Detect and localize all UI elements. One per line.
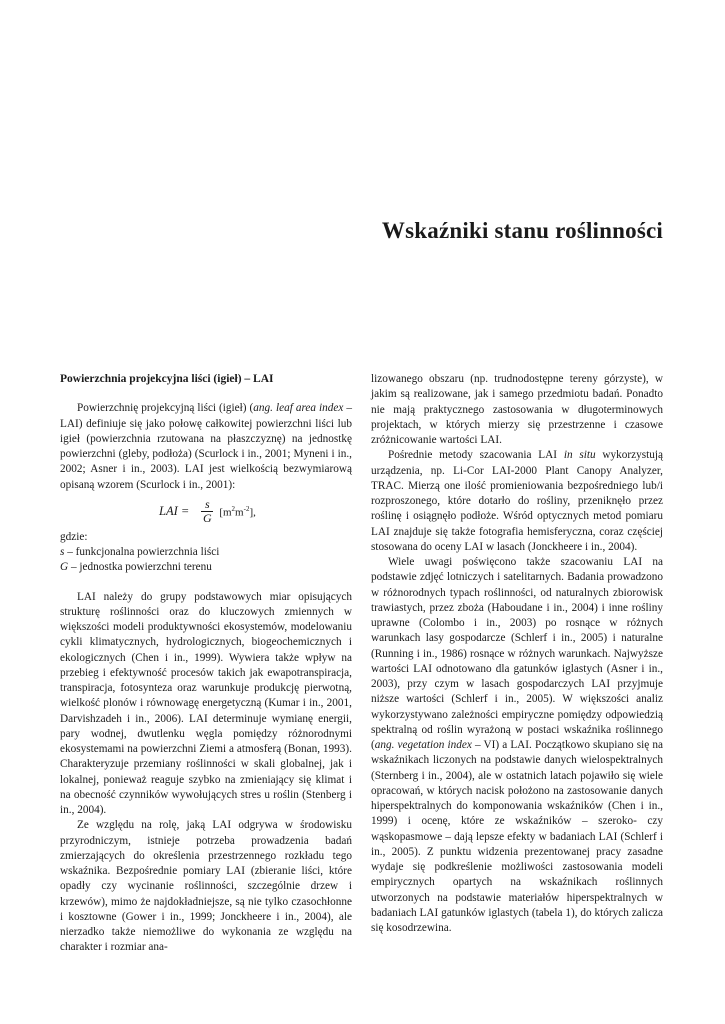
text-run: Powierzchnię projekcyjną liści (igieł) (: [77, 402, 254, 415]
lai-formula: [60, 496, 352, 530]
definition-text: – funkcjonalna powierzchnia liści: [64, 546, 220, 558]
unit-exponent: -2: [243, 504, 250, 513]
text-run: – VI) a LAI. Początkowo skupiano się na wskaźnikach liczonych na podstawie danych wielospektralnych (Sternberg i in., 2004), ale w ostatnich latach pojawiło się wiele opracowań, w których nacisk położono na zastosowanie danych hiperspektralnych do komponowania wskaźników (Chen i in., 1999) i ocenę, które ze wskaźników – szeroko- czy wąskopasmowe – dają lepsze efekty w badaniach LAI (Schlerf i in., 2005). Z punktu widzenia prezentowanej pracy zasadne wydaje się podkreślenie możliwości zastosowania modeli empirycznych opartych na wskaźnikach roślinnych utworzonych na podstawie materiałów hiperspektralnych w badaniach LAI gatunków iglastych (tabela 1), do których zalicza się kosodrzewina.: [371, 739, 663, 934]
paragraph-remote-sensing: [371, 555, 663, 936]
formula-numerator: s: [204, 496, 210, 511]
formula-definitions: [60, 530, 352, 576]
paragraph-lai-importance: LAI należy do grupy podstawowych miar opisujących strukturę roślinności oraz do kluczowych zmiennych w większości modeli produktywności ekosystemów, modelowaniu cykli klimatycznych, hydrologicznych, biogeochemicznych i ekologicznych (Chen i in., 1999). Wywiera także wpływ na przebieg i efektywność procesów takich jak ewapotranspiracja, transpiracja, fotosynteza oraz warunkuje produkcję pierwotną, wielkość plonów i równowagę energetyczną (Kumar i in., 2001, Darvishzadeh i in., 2006). LAI determinuje wymianę energii, pary wodnej, dwutlenku węgla pomiędzy różnorodnymi ekosystemami na powierzchni Ziemi a atmosferą (Bonan, 1993). Charakteryzuje przemiany roślinności w skali globalnej, jak i lokalnej, ponieważ reaguje szybko na zmieniający się klimat i na obecność czynników wywołujących stres u roślin (Stenberg i in., 2004).: [60, 590, 352, 816]
formula-unit: [219, 502, 256, 521]
text-run: Wiele uwagi poświęcono także szacowaniu LAI na podstawie zdjęć lotniczych i satelitarnych. Badania prowadzono w różnorodnych typach roślinności, od naturalnych zbiorowisk trawiastych, przez zboża (Haboudane i in., 2004) i inne rośliny uprawne (Colombo i in., 2003) po rosnące w różnych warunkach lasy gospodarcze (Schlerf i in., 2005) i naturalne (Running i in., 1986) rosnące w różnych warunkach. Najwyższe wartości LAI odnotowano dla gatunków iglastych (Asner i in., 2003), przy czym w lasach gospodarczych LAI przyjmuje niższe wartości (Schlerf i in., 2005). W większości analiz wykorzystywano zależności empiryczne pomiędzy odpowiedzią spektralną od roślin wyrażoną w postaci wskaźnika roślinnego (: [371, 556, 663, 751]
definition-g: [60, 560, 352, 575]
paragraph-lai-definition: [60, 401, 352, 493]
formula-fraction: [201, 498, 213, 525]
left-column: [60, 372, 352, 956]
definitions-intro: gdzie:: [60, 530, 88, 543]
italic-term: in situ: [563, 449, 596, 462]
definition-text: – jednostka powierzchni terenu: [68, 561, 212, 574]
page-title: Wskaźniki stanu roślinności: [381, 218, 663, 243]
text-run: – LAI) definiuje się jako połowę całkowitej powierzchni liści lub igieł (powierzchnia rzutowana na płaszczyznę) na jednostkę powierzchni (gleby, podłoża) (Scurlock i in., 2001; Myneni i in., 2002; Asner i in., 2003). LAI jest wielkością bezwymiarową opisaną wzorem (Scurlock i in., 2001):: [60, 402, 353, 491]
section-heading: Powierzchnia projekcyjna liści (igieł) – LAI: [60, 373, 274, 385]
symbol-g: G: [60, 561, 69, 574]
symbol-s: s: [60, 546, 65, 558]
text-run: wykorzystują urządzenia, np. Li-Cor LAI-2000 Plant Canopy Analyzer, TRAC. Mierzą one ilość promieniowania bezpośredniego lub/i rozproszonego, które dotarło do rośliny, przeniknęło przez roślinę i osiągnęło podłoże. Wśród optycznych metod pomiaru LAI znajduje się także fotografia hemisferyczna, coraz częściej stosowana do oceny LAI w lasach (Jonckheere i in., 2004).: [371, 449, 663, 553]
formula-denominator: G: [202, 510, 212, 525]
paragraph-continuation: lizowanego obszaru (np. trudnodostępne tereny górzyste), w jakim są realizowane, jak i samego przedmiotu badań. Ponadto nie mają praktycznego zastosowania w długoterminowych projektach, w których mierzy się przestrzenne i czasowe zróżnicowanie wartości LAI.: [371, 373, 663, 446]
definition-s: [60, 545, 352, 560]
unit-part: m: [235, 506, 244, 519]
formula-lhs: LAI =: [159, 503, 190, 518]
paragraph-lai-measurement: Ze względu na rolę, jaką LAI odgrywa w środowisku przyrodniczym, istnieje potrzeba prowadzenia badań zmierzających do określenia przestrzennego rozkładu tego wskaźnika. Bezpośrednie pomiary LAI (zbieranie liści, które opadły czy wycinanie roślinności, szczególnie drzew i krzewów), mimo że najdokładniejsze, są nie tylko czasochłonne i kosztowne (Gower i in., 1999; Jonckheere i in., 2004), ale nierzadko także niemożliwe do wykonania ze względu na charakter i rozmiar ana-: [60, 819, 352, 954]
italic-term: ang. vegetation index: [374, 739, 472, 751]
unit-part: ],: [249, 506, 256, 519]
unit-part: [m: [219, 506, 232, 519]
text-run: Pośrednie metody szacowania LAI: [388, 449, 564, 462]
right-column: [371, 372, 663, 936]
unit-exponent: 2: [231, 504, 236, 513]
paragraph-indirect-methods: [371, 448, 663, 555]
italic-term: ang. leaf area index: [253, 402, 344, 415]
